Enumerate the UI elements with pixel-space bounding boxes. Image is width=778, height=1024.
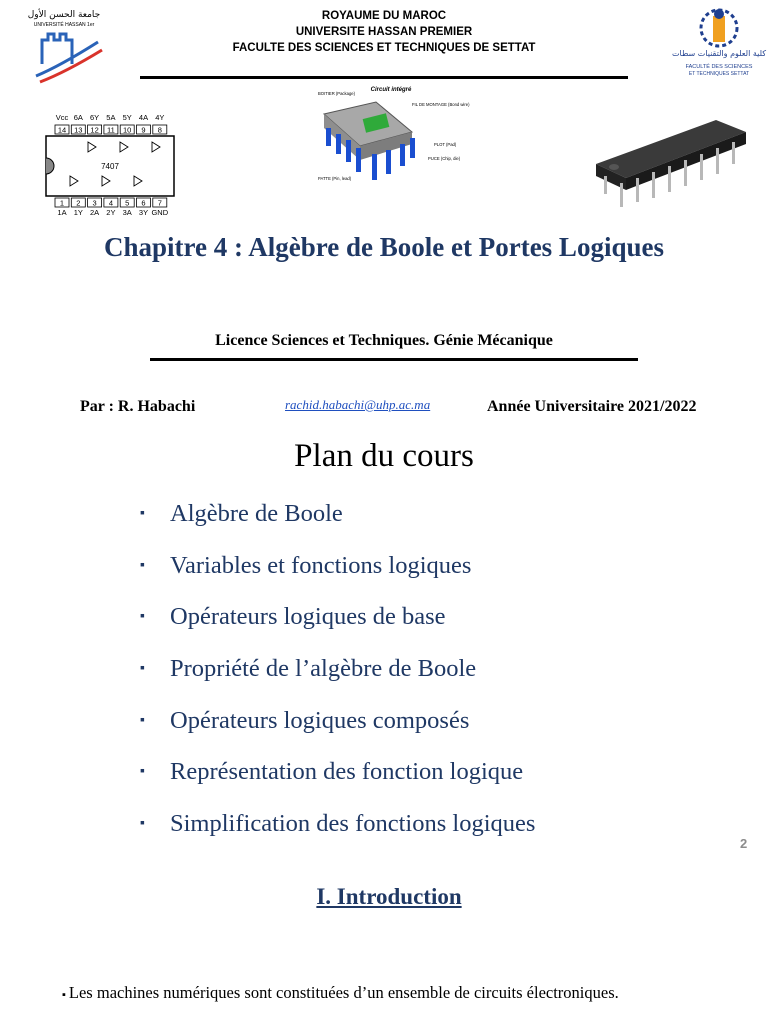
faculty-logo [671,4,767,84]
ic-label-chip: PUCE (Chip, die) [428,156,461,161]
pin-label-top: 4Y [155,113,165,122]
ic-label-package: BOITIER (Package) [318,91,356,96]
plan-item [140,603,535,655]
dip-chip-photo [590,112,750,218]
header-line-kingdom: ROYAUME DU MAROC [321,10,447,22]
pin-number-bottom: 3 [92,198,97,208]
pin-number-bottom: 6 [141,198,146,208]
plan-item [140,707,535,759]
licence-program: Licence Sciences et Techniques. Génie Mécanique [215,332,553,349]
pin-label-top: 4A [138,113,149,122]
university-logo [14,6,114,86]
university-logo-latin: UNIVERSITÉ HASSAN 1er [33,22,95,28]
ic-label-bond-wire: FIL DE MONTAGE (Bond wire) [412,102,470,107]
bullet-icon: ▪ [140,557,145,573]
bullet-icon: ▪ [140,712,145,728]
ic-label-pin: PATTE (Pin, lead) [318,176,352,181]
plan-item-label: Variables et fonctions logiques [170,551,472,579]
pin-label-top: 6Y [90,113,100,122]
plan-item-label: Propriété de l’algèbre de Boole [170,655,477,683]
intro-paragraph [62,983,710,1005]
plan-title: Plan du cours [294,438,474,474]
pin-number-bottom: 7 [157,198,162,208]
plan-item [140,500,535,552]
bullet-icon: ▪ [62,989,66,1001]
pin-number-top: 11 [107,125,115,135]
section-title-introduction: I. Introduction [316,884,462,909]
plan-item-label: Représentation des fonction logique [170,758,524,786]
plan-item [140,552,535,604]
pin-label-bottom: 2Y [106,208,116,217]
bullet-icon: ▪ [140,609,145,625]
bullet-icon: ▪ [140,506,145,521]
author: Par : R. Habachi [80,398,196,415]
chip-7407-pinout-diagram [40,112,180,220]
ic-label-pad: PLOT (Pad) [434,142,457,147]
plan-item-label: Opérateurs logiques de base [170,603,446,631]
pin-number-bottom: 2 [76,198,81,208]
pin-number-top: 12 [90,125,99,135]
plan-item-label: Algèbre de Boole [170,500,343,527]
pin-label-top: 5A [106,113,116,122]
pin-label-bottom: GND [151,208,169,217]
bullet-icon: ▪ [140,764,145,780]
pin-number-bottom: 4 [108,198,113,208]
pin-label-bottom: 3Y [138,208,149,217]
pin-number-top: 14 [57,125,67,135]
pin-number-top: 9 [141,125,146,135]
pin-label-bottom: 2A [90,208,100,217]
pin-label-bottom: 1Y [73,208,83,217]
chip-name: 7407 [101,162,119,171]
integrated-circuit-illustration [316,84,470,194]
ic-title: Circuit intégré [370,87,412,93]
chapter-title: Chapitre 4 : Algèbre de Boole et Portes Logiques [104,232,664,262]
page-number: 2 [740,836,748,851]
bullet-icon: ▪ [140,661,145,677]
plan-item [140,810,535,862]
pin-label-top: Vcc [55,113,69,122]
pin-label-top: 6A [73,113,83,122]
pin-label-top: 5Y [122,113,132,122]
faculty-logo-latin-2: ET TECHNIQUES SETTAT [688,71,750,77]
faculty-logo-latin-1: FACULTÉ DES SCIENCES [685,64,753,70]
university-logo-arabic: جامعة الحسن الأول [27,10,101,20]
pin-number-top: 13 [74,125,83,135]
plan-list [140,500,535,862]
author-email-link[interactable]: rachid.habachi@uhp.ac.ma [285,397,431,412]
institution-header [140,8,628,56]
pin-number-top: 10 [123,125,132,135]
header-divider [140,76,628,79]
pin-number-bottom: 1 [59,198,65,208]
plan-item [140,655,535,707]
plan-item-label: Opérateurs logiques composés [170,706,470,734]
academic-year: Année Universitaire 2021/2022 [487,398,697,415]
pin-label-bottom: 3A [122,208,132,217]
faculty-logo-arabic: كلية العلوم والتقنيات سطات [671,49,767,58]
pin-number-top: 8 [157,125,162,135]
bullet-icon: ▪ [140,816,145,832]
header-line-university: UNIVERSITE HASSAN PREMIER [295,26,473,38]
pin-label-bottom: 1A [57,208,67,217]
pin-number-bottom: 5 [125,198,130,208]
header-line-faculty: FACULTE DES SCIENCES ET TECHNIQUES DE SETTAT [232,42,536,54]
plan-item [140,758,535,810]
intro-paragraph-text: Les machines numériques sont constituées d’un ensemble de circuits électroniques. [68,983,619,1002]
licence-divider [150,358,638,361]
plan-item-label: Simplification des fonctions logiques [170,810,536,838]
